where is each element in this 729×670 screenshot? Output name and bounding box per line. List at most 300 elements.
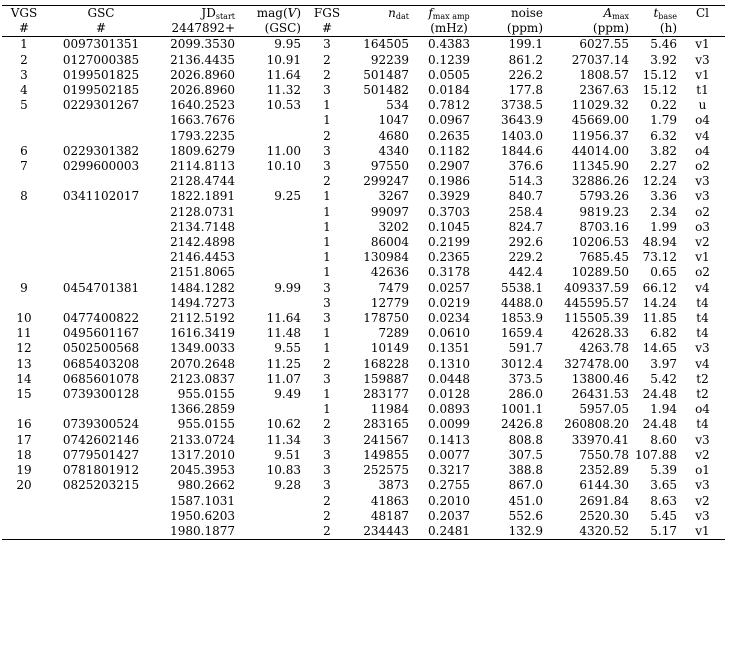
cell-fmax: 0.2755 bbox=[428, 478, 470, 493]
cell-gsc bbox=[46, 220, 156, 235]
cell-vgs: 2 bbox=[20, 52, 28, 67]
cell-fgs: 1 bbox=[323, 326, 331, 341]
cell-jd: 955.0155 bbox=[177, 387, 235, 402]
cell-ndat: 252575 bbox=[363, 463, 409, 478]
table-row bbox=[2, 144, 725, 159]
cell-tbase: 3.65 bbox=[650, 478, 677, 493]
cell-fmax: 0.2481 bbox=[412, 524, 486, 540]
cell-fmax: 0.0893 bbox=[428, 402, 470, 417]
cell-amax: 10289.50 bbox=[571, 265, 629, 280]
cell-jd: 1640.2523 bbox=[170, 98, 235, 113]
cell-amax: 6144.30 bbox=[579, 478, 629, 493]
cell-fgs: 3 bbox=[323, 159, 331, 174]
table-row bbox=[2, 250, 725, 265]
cell-ndat: 48187 bbox=[370, 508, 409, 523]
cell-gsc: 0739300128 bbox=[62, 387, 140, 402]
cell-fgs: 3 bbox=[323, 295, 331, 310]
cell-jd: 2133.0724 bbox=[170, 432, 235, 447]
cell-cl: o4 bbox=[695, 113, 710, 128]
cell-ndat: 501482 bbox=[363, 83, 409, 98]
col-tbase-unit: (h) bbox=[632, 21, 680, 37]
cell-ndat: 164505 bbox=[363, 37, 409, 52]
cell-jd: 1366.2859 bbox=[170, 402, 235, 417]
cell-jd: 1494.7273 bbox=[170, 295, 235, 310]
cell-jd: 1809.6279 bbox=[170, 143, 235, 158]
cell-gsc: 0199501825 bbox=[62, 67, 140, 82]
table-body bbox=[2, 37, 725, 540]
cell-vgs: 13 bbox=[16, 356, 32, 371]
cell-tbase: 3.97 bbox=[650, 356, 677, 371]
ndat-sub-label: dat bbox=[395, 12, 409, 21]
cell-tbase: 2.34 bbox=[650, 204, 677, 219]
table-header bbox=[2, 6, 725, 37]
cell-amax: 260808.20 bbox=[564, 417, 629, 432]
cell-jd: 2112.5192 bbox=[170, 311, 235, 326]
cell-ndat: 41863 bbox=[370, 493, 409, 508]
cell-cl: o3 bbox=[695, 219, 710, 234]
cell-noise: 132.9 bbox=[486, 524, 546, 540]
cell-mag bbox=[238, 250, 304, 265]
header-row-names bbox=[2, 6, 725, 22]
cell-jd: 2134.7148 bbox=[170, 219, 235, 234]
cell-jd: 2142.4898 bbox=[170, 235, 235, 250]
cell-fgs: 2 bbox=[323, 67, 331, 82]
cell-ndat: 1047 bbox=[378, 113, 409, 128]
cell-tbase: 11.85 bbox=[642, 311, 677, 326]
cell-mag bbox=[238, 174, 304, 189]
cell-tbase: 8.60 bbox=[650, 432, 677, 447]
cell-vgs bbox=[2, 402, 46, 417]
cell-amax: 26431.53 bbox=[571, 387, 629, 402]
cell-vgs bbox=[2, 220, 46, 235]
cell-fmax: 0.0610 bbox=[428, 326, 470, 341]
cell-mag: 11.25 bbox=[266, 356, 301, 371]
cell-tbase: 66.12 bbox=[642, 280, 677, 295]
jd-sub-label: start bbox=[215, 12, 235, 21]
cell-fgs: 1 bbox=[323, 204, 331, 219]
table-row bbox=[2, 433, 725, 448]
cell-amax: 32886.26 bbox=[571, 174, 629, 189]
col-amax-header bbox=[546, 6, 632, 22]
cell-mag: 10.10 bbox=[266, 159, 301, 174]
cell-gsc: 0502500568 bbox=[62, 341, 140, 356]
cell-amax: 409337.59 bbox=[564, 280, 629, 295]
cell-tbase: 0.22 bbox=[650, 98, 677, 113]
cell-tbase: 24.48 bbox=[642, 417, 677, 432]
cell-fgs: 1 bbox=[323, 341, 331, 356]
cell-mag: 10.83 bbox=[266, 463, 301, 478]
cell-noise: 3643.9 bbox=[501, 113, 543, 128]
cell-tbase: 73.12 bbox=[642, 250, 677, 265]
cell-ndat: 283165 bbox=[363, 417, 409, 432]
table-row bbox=[2, 113, 725, 128]
cell-mag bbox=[238, 509, 304, 524]
cell-cl: v1 bbox=[695, 250, 710, 265]
cell-amax: 10206.53 bbox=[571, 235, 629, 250]
cell-noise: 867.0 bbox=[508, 478, 543, 493]
cell-jd: 1663.7676 bbox=[170, 113, 235, 128]
cell-gsc bbox=[46, 402, 156, 417]
cell-gsc: 0127000385 bbox=[62, 52, 140, 67]
cell-cl: v3 bbox=[695, 432, 710, 447]
cell-noise: 442.4 bbox=[508, 265, 543, 280]
cell-jd: 2128.4744 bbox=[170, 174, 235, 189]
fmax-label: f bbox=[428, 6, 433, 20]
cell-mag: 11.07 bbox=[266, 371, 301, 386]
cell-fgs: 1 bbox=[323, 235, 331, 250]
cell-jd: 2151.8065 bbox=[170, 265, 235, 280]
col-vgs-unit: # bbox=[2, 21, 46, 37]
cell-cl: t2 bbox=[696, 371, 709, 386]
cell-noise: 307.5 bbox=[508, 447, 543, 462]
cell-tbase: 15.12 bbox=[642, 67, 677, 82]
cell-amax: 445595.57 bbox=[564, 295, 629, 310]
cell-gsc bbox=[46, 113, 156, 128]
cell-amax: 1808.57 bbox=[579, 67, 629, 82]
cell-noise: 808.8 bbox=[508, 432, 543, 447]
table-row bbox=[2, 357, 725, 372]
cell-vgs bbox=[2, 250, 46, 265]
cell-vgs: 11 bbox=[16, 326, 32, 341]
cell-mag: 11.64 bbox=[266, 67, 301, 82]
cell-ndat: 3202 bbox=[378, 219, 409, 234]
cell-mag: 9.55 bbox=[274, 341, 301, 356]
cell-fmax: 0.2907 bbox=[428, 159, 470, 174]
cell-jd: 2026.8960 bbox=[170, 67, 235, 82]
cell-fgs: 1 bbox=[323, 402, 331, 417]
cell-jd: 2070.2648 bbox=[170, 356, 235, 371]
cell-tbase: 2.27 bbox=[650, 159, 677, 174]
cell-noise: 286.0 bbox=[508, 387, 543, 402]
cell-mag bbox=[238, 265, 304, 280]
cell-tbase: 0.65 bbox=[650, 265, 677, 280]
cell-fmax: 0.1413 bbox=[428, 432, 470, 447]
ndat-label: n bbox=[388, 6, 396, 20]
cell-fmax: 0.4383 bbox=[428, 37, 470, 52]
cell-ndat: 501487 bbox=[363, 67, 409, 82]
cell-jd: 955.0155 bbox=[177, 417, 235, 432]
cell-fgs: 2 bbox=[304, 524, 350, 540]
cell-vgs bbox=[2, 296, 46, 311]
cell-fgs: 3 bbox=[323, 478, 331, 493]
cell-cl: o4 bbox=[695, 143, 710, 158]
cell-ndat: 97550 bbox=[370, 159, 409, 174]
cell-mag bbox=[238, 113, 304, 128]
cell-noise: 373.5 bbox=[508, 371, 543, 386]
cell-ndat: 92239 bbox=[370, 52, 409, 67]
cell-mag bbox=[238, 402, 304, 417]
table-row bbox=[2, 524, 725, 540]
tbase-label: t bbox=[653, 6, 659, 20]
cell-mag: 9.51 bbox=[274, 447, 301, 462]
cell-gsc bbox=[46, 250, 156, 265]
cell-ndat: 283177 bbox=[363, 387, 409, 402]
cell-amax: 2367.63 bbox=[579, 83, 629, 98]
cell-noise: 3738.5 bbox=[501, 98, 543, 113]
table-row bbox=[2, 387, 725, 402]
cell-fmax: 0.0077 bbox=[428, 447, 470, 462]
cell-ndat: 130984 bbox=[363, 250, 409, 265]
cell-jd: 2136.4435 bbox=[170, 52, 235, 67]
cell-gsc bbox=[46, 174, 156, 189]
table-row bbox=[2, 235, 725, 250]
cell-noise: 292.6 bbox=[508, 235, 543, 250]
cell-tbase: 5.39 bbox=[650, 463, 677, 478]
table-row bbox=[2, 265, 725, 280]
cell-gsc bbox=[46, 265, 156, 280]
cell-cl: o2 bbox=[695, 159, 710, 174]
cell-gsc bbox=[46, 509, 156, 524]
cell-amax: 2691.84 bbox=[579, 493, 629, 508]
cell-fmax: 0.1182 bbox=[428, 143, 470, 158]
cell-ndat: 7479 bbox=[378, 280, 409, 295]
cell-vgs: 19 bbox=[16, 463, 32, 478]
cell-gsc: 0454701381 bbox=[62, 280, 140, 295]
table-row bbox=[2, 372, 725, 387]
cell-mag bbox=[238, 129, 304, 144]
cell-noise: 824.7 bbox=[508, 219, 543, 234]
cell-gsc bbox=[46, 205, 156, 220]
cell-fgs: 2 bbox=[323, 174, 331, 189]
cell-jd: 1980.1877 bbox=[156, 524, 238, 540]
cell-fmax: 0.3703 bbox=[428, 204, 470, 219]
cell-vgs bbox=[2, 174, 46, 189]
cell-mag: 10.53 bbox=[266, 98, 301, 113]
cell-fgs: 2 bbox=[323, 356, 331, 371]
cell-jd: 1484.1282 bbox=[170, 280, 235, 295]
cell-cl: t4 bbox=[696, 311, 709, 326]
cell-cl: v1 bbox=[680, 524, 725, 540]
col-cl-unit bbox=[680, 21, 725, 37]
cell-mag bbox=[238, 494, 304, 509]
cell-fmax: 0.0234 bbox=[428, 311, 470, 326]
cell-vgs: 7 bbox=[20, 159, 28, 174]
cell-fmax: 0.0505 bbox=[428, 67, 470, 82]
cell-ndat: 299247 bbox=[363, 174, 409, 189]
mag-close-label: ) bbox=[296, 6, 301, 20]
cell-fgs: 1 bbox=[323, 387, 331, 402]
cell-jd: 1587.1031 bbox=[170, 493, 235, 508]
cell-noise: 376.6 bbox=[508, 159, 543, 174]
table-row bbox=[2, 129, 725, 144]
cell-ndat: 86004 bbox=[370, 235, 409, 250]
cell-cl: o2 bbox=[695, 204, 710, 219]
cell-jd: 2045.3953 bbox=[170, 463, 235, 478]
cell-jd: 2026.8960 bbox=[170, 83, 235, 98]
table-row bbox=[2, 220, 725, 235]
cell-gsc: 0685601078 bbox=[62, 371, 140, 386]
cell-jd: 1616.3419 bbox=[170, 326, 235, 341]
cell-amax: 44014.00 bbox=[571, 143, 629, 158]
cell-mag: 9.28 bbox=[274, 478, 301, 493]
cell-mag bbox=[238, 524, 304, 540]
cell-amax: 327478.00 bbox=[564, 356, 629, 371]
cell-gsc bbox=[46, 524, 156, 540]
cell-fmax: 0.0099 bbox=[428, 417, 470, 432]
cell-fmax: 0.1351 bbox=[428, 341, 470, 356]
table-row bbox=[2, 311, 725, 326]
cell-tbase: 5.17 bbox=[632, 524, 680, 540]
cell-gsc bbox=[46, 494, 156, 509]
col-jd-header bbox=[156, 6, 238, 22]
cell-ndat: 534 bbox=[386, 98, 409, 113]
cell-mag: 9.99 bbox=[274, 280, 301, 295]
cell-fmax: 0.2199 bbox=[428, 235, 470, 250]
table-row bbox=[2, 326, 725, 341]
cell-cl: v3 bbox=[695, 52, 710, 67]
cell-cl: v2 bbox=[695, 235, 710, 250]
amax-label: A bbox=[603, 6, 613, 20]
cell-tbase: 5.45 bbox=[650, 508, 677, 523]
cell-cl: v3 bbox=[695, 189, 710, 204]
cell-cl: v3 bbox=[695, 341, 710, 356]
cell-noise: 229.2 bbox=[508, 250, 543, 265]
cell-amax: 5793.26 bbox=[579, 189, 629, 204]
fmax-sub-label: max amp bbox=[432, 12, 470, 21]
cell-tbase: 3.36 bbox=[650, 189, 677, 204]
cell-vgs bbox=[2, 129, 46, 144]
col-vgs-header: VGS bbox=[2, 6, 46, 22]
cell-noise: 5538.1 bbox=[501, 280, 543, 295]
cell-mag: 9.49 bbox=[274, 387, 301, 402]
cell-vgs bbox=[2, 113, 46, 128]
cell-mag: 11.34 bbox=[266, 432, 301, 447]
cell-fmax: 0.1045 bbox=[428, 219, 470, 234]
cell-mag: 9.25 bbox=[274, 189, 301, 204]
cell-jd: 1822.1891 bbox=[170, 189, 235, 204]
cell-mag bbox=[238, 220, 304, 235]
cell-noise: 1844.6 bbox=[501, 143, 543, 158]
cell-ndat: 10149 bbox=[370, 341, 409, 356]
cell-fmax: 0.1986 bbox=[428, 174, 470, 189]
cell-gsc: 0097301351 bbox=[62, 37, 140, 52]
cell-cl: t4 bbox=[696, 295, 709, 310]
cell-vgs: 10 bbox=[16, 311, 32, 326]
cell-ndat: 168228 bbox=[363, 356, 409, 371]
cell-cl: u bbox=[698, 98, 707, 113]
cell-amax: 5957.05 bbox=[579, 402, 629, 417]
cell-noise: 388.8 bbox=[508, 463, 543, 478]
cell-tbase: 6.82 bbox=[650, 326, 677, 341]
cell-fgs: 3 bbox=[323, 311, 331, 326]
cell-fmax: 0.0448 bbox=[428, 371, 470, 386]
cell-amax: 45669.00 bbox=[571, 113, 629, 128]
cell-tbase: 15.12 bbox=[642, 83, 677, 98]
cell-cl: v3 bbox=[695, 478, 710, 493]
cell-fgs: 2 bbox=[323, 52, 331, 67]
cell-gsc: 0742602146 bbox=[62, 432, 140, 447]
cell-vgs: 16 bbox=[16, 417, 32, 432]
cell-amax: 42628.33 bbox=[571, 326, 629, 341]
cell-fgs: 3 bbox=[323, 280, 331, 295]
table-row bbox=[2, 281, 725, 296]
cell-noise: 840.7 bbox=[508, 189, 543, 204]
cell-fgs: 3 bbox=[323, 463, 331, 478]
cell-ndat: 3873 bbox=[378, 478, 409, 493]
cell-cl: t1 bbox=[696, 83, 709, 98]
cell-cl: v1 bbox=[695, 67, 710, 82]
cell-gsc: 0299600003 bbox=[62, 159, 140, 174]
cell-fmax: 0.1310 bbox=[428, 356, 470, 371]
variability-table bbox=[2, 5, 725, 540]
cell-gsc: 0229301382 bbox=[62, 143, 140, 158]
cell-mag: 10.91 bbox=[266, 52, 301, 67]
cell-ndat: 4340 bbox=[378, 143, 409, 158]
cell-vgs: 14 bbox=[16, 371, 32, 386]
cell-fgs: 3 bbox=[323, 143, 331, 158]
col-ndat-unit bbox=[350, 21, 412, 37]
cell-tbase: 24.48 bbox=[642, 387, 677, 402]
cell-jd: 2099.3530 bbox=[170, 37, 235, 52]
col-cl-header: Cl bbox=[680, 6, 725, 22]
cell-cl: v4 bbox=[695, 128, 710, 143]
cell-gsc: 0779501427 bbox=[62, 447, 140, 462]
cell-mag bbox=[238, 235, 304, 250]
col-tbase-header bbox=[632, 6, 680, 22]
cell-tbase: 6.32 bbox=[650, 128, 677, 143]
cell-fgs: 1 bbox=[323, 113, 331, 128]
cell-fmax: 0.0967 bbox=[428, 113, 470, 128]
table-row bbox=[2, 205, 725, 220]
cell-amax: 4263.78 bbox=[579, 341, 629, 356]
table-row bbox=[2, 478, 725, 493]
cell-vgs bbox=[2, 205, 46, 220]
cell-fgs: 2 bbox=[323, 508, 331, 523]
cell-ndat: 11984 bbox=[370, 402, 409, 417]
cell-mag: 11.48 bbox=[266, 326, 301, 341]
cell-jd: 2146.4453 bbox=[170, 250, 235, 265]
cell-fmax: 0.2010 bbox=[428, 493, 470, 508]
cell-vgs: 18 bbox=[16, 447, 32, 462]
cell-noise: 1853.9 bbox=[501, 311, 543, 326]
cell-vgs bbox=[2, 235, 46, 250]
cell-fmax: 0.3929 bbox=[428, 189, 470, 204]
col-gsc-header: GSC bbox=[46, 6, 156, 22]
cell-cl: v4 bbox=[695, 356, 710, 371]
jd-label: JD bbox=[201, 6, 216, 20]
cell-amax: 27037.14 bbox=[571, 52, 629, 67]
cell-fgs: 3 bbox=[323, 37, 331, 52]
cell-fgs: 3 bbox=[323, 447, 331, 462]
table-row bbox=[2, 83, 725, 98]
col-fgs-header: FGS bbox=[304, 6, 350, 22]
cell-tbase: 5.46 bbox=[650, 37, 677, 52]
cell-gsc bbox=[46, 129, 156, 144]
cell-fmax: 0.2037 bbox=[428, 508, 470, 523]
cell-noise: 177.8 bbox=[508, 83, 543, 98]
cell-fgs: 2 bbox=[323, 493, 331, 508]
cell-gsc: 0781801912 bbox=[62, 463, 140, 478]
cell-mag: 10.62 bbox=[266, 417, 301, 432]
cell-cl: t4 bbox=[696, 417, 709, 432]
col-noise-unit: (ppm) bbox=[486, 21, 546, 37]
table-row bbox=[2, 68, 725, 83]
table-row bbox=[2, 509, 725, 524]
cell-mag: 11.00 bbox=[266, 143, 301, 158]
table-row bbox=[2, 189, 725, 204]
cell-amax: 2352.89 bbox=[579, 463, 629, 478]
cell-fmax: 0.2365 bbox=[428, 250, 470, 265]
tbase-sub-label: base bbox=[658, 12, 677, 21]
cell-tbase: 1.79 bbox=[650, 113, 677, 128]
table-row bbox=[2, 98, 725, 113]
cell-cl: o1 bbox=[695, 463, 710, 478]
cell-amax: 2520.30 bbox=[579, 508, 629, 523]
cell-gsc bbox=[46, 235, 156, 250]
cell-fgs: 2 bbox=[323, 128, 331, 143]
cell-tbase: 107.88 bbox=[635, 447, 677, 462]
table-row bbox=[2, 53, 725, 68]
